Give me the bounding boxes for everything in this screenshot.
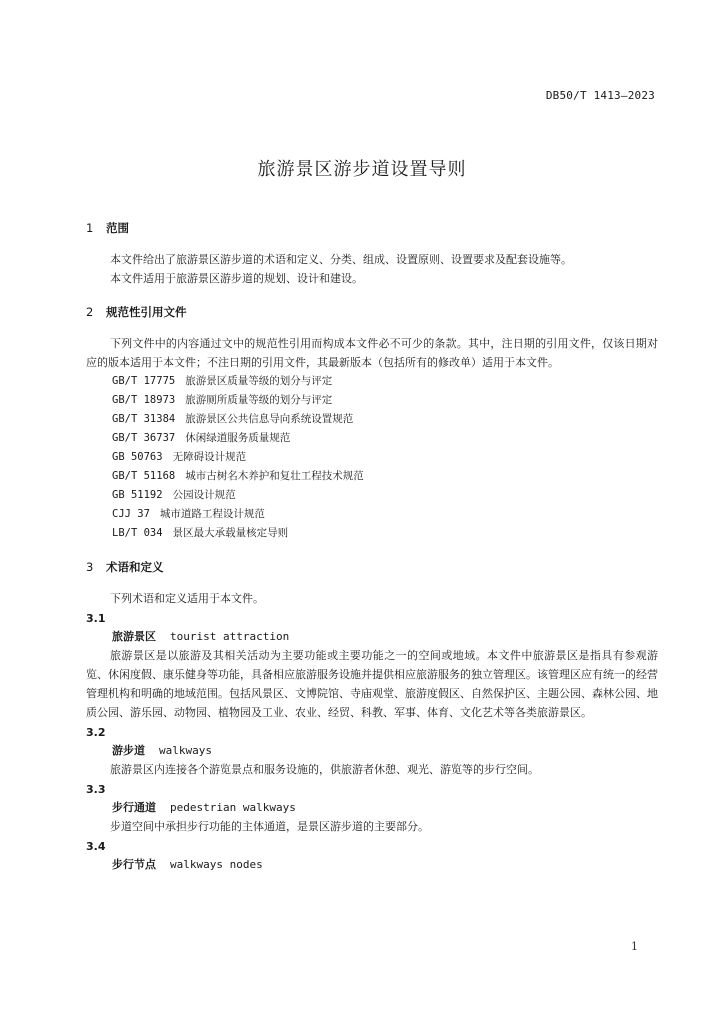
term-name [86,742,658,760]
section-number: 1 [86,221,94,235]
term-number: 3.1 [86,612,106,625]
reference-item [86,486,658,505]
paragraph: 下列术语和定义适用于本文件。 [110,592,264,605]
reference-title: 旅游景区公共信息导向系统设置规范 [185,413,354,425]
reference-code: GB 51192 [112,489,163,501]
reference-code: GB/T 51168 [112,470,176,482]
section-title: 范围 [106,221,129,235]
reference-code: GB 50763 [112,451,163,463]
section-heading-scope [86,216,658,240]
term-number: 3.3 [86,783,106,796]
reference-title: 旅游景区质量等级的划分与评定 [185,375,333,387]
document-title: 旅游景区游步道设置导则 [257,159,467,180]
term-name [86,856,658,874]
term-definition: 旅游景区内连接各个游览景点和服务设施的，供旅游者休憩、观光、游览等的步行空间。 [110,763,539,776]
section-title: 规范性引用文件 [106,305,187,319]
reference-item [86,372,658,391]
standard-number: DB50/T 1413—2023 [545,89,655,102]
term-en: pedestrian walkways [170,801,296,814]
page-number: 1 [631,940,638,953]
paragraph: 下列文件中的内容通过文中的规范性引用而构成本文件必不可少的条款。其中，注日期的引用文件，仅该日期对应的版本适用于本文件；不注日期的引用文件，其最新版本（包括所有的修改单）适用于本文件。 [86,337,658,369]
term-entry [86,838,658,874]
reference-item [86,410,658,429]
paragraph: 本文件适用于旅游景区游步道的规划、设计和建设。 [110,272,363,285]
reference-list [86,372,658,543]
term-en: walkways nodes [170,858,263,871]
term-number: 3.4 [86,840,106,853]
section-title: 术语和定义 [106,560,164,574]
section-heading-normative-references [86,300,658,324]
term-en: tourist attraction [170,630,290,643]
term-name [86,628,658,646]
reference-item [86,505,658,524]
term-entry [86,724,658,779]
reference-code: CJJ 37 [112,508,150,520]
section-number: 3 [86,560,94,574]
reference-code: GB/T 17775 [112,375,176,387]
term-number: 3.2 [86,726,106,739]
reference-title: 无障碍设计规范 [172,451,247,463]
reference-code: GB/T 36737 [112,432,176,444]
section-number: 2 [86,305,94,319]
term-zh: 步行通道 [112,801,156,814]
reference-code: GB/T 31384 [112,413,176,425]
reference-item [86,448,658,467]
reference-title: 城市古树名木养护和复壮工程技术规范 [185,470,364,482]
reference-title: 休闲绿道服务质量规范 [185,432,291,444]
reference-title: 公园设计规范 [172,489,236,501]
reference-item [86,391,658,410]
term-definition: 步道空间中承担步行功能的主体通道，是景区游步道的主要部分。 [110,820,429,833]
term-zh: 游步道 [112,744,145,757]
reference-item [86,429,658,448]
reference-item [86,467,658,486]
paragraph: 本文件给出了旅游景区游步道的术语和定义、分类、组成、设置原则、设置要求及配套设施等。 [110,253,572,266]
reference-title: 景区最大承载量核定导则 [172,527,289,539]
term-entry [86,610,658,722]
term-entry [86,781,658,836]
term-definition: 旅游景区是以旅游及其相关活动为主要功能或主要功能之一的空间或地域。本文件中旅游景区是指具有参观游览、休闲度假、康乐健身等功能，具备相应旅游服务设施并提供相应旅游服务的独立管理区。该管理区应有统一的经营管理机构和明确的地域范围。包括风景区、文博院馆、寺庙观堂、旅游度假区、自然保护区、主题公园、森林公园、地质公园、游乐园、动物园、植物园及工业、农业、经贸、科教、军事、体育、文化艺术等各类旅游景区。 [86,649,658,719]
reference-title: 旅游厕所质量等级的划分与评定 [185,394,333,406]
term-zh: 旅游景区 [112,630,156,643]
term-name [86,799,658,817]
term-en: walkways [159,744,212,757]
document-body [86,216,658,874]
term-zh: 步行节点 [112,858,156,871]
reference-title: 城市道路工程设计规范 [159,508,265,520]
section-heading-terms-definitions [86,555,658,579]
reference-item [86,524,658,543]
reference-code: GB/T 18973 [112,394,176,406]
reference-code: LB/T 034 [112,527,163,539]
